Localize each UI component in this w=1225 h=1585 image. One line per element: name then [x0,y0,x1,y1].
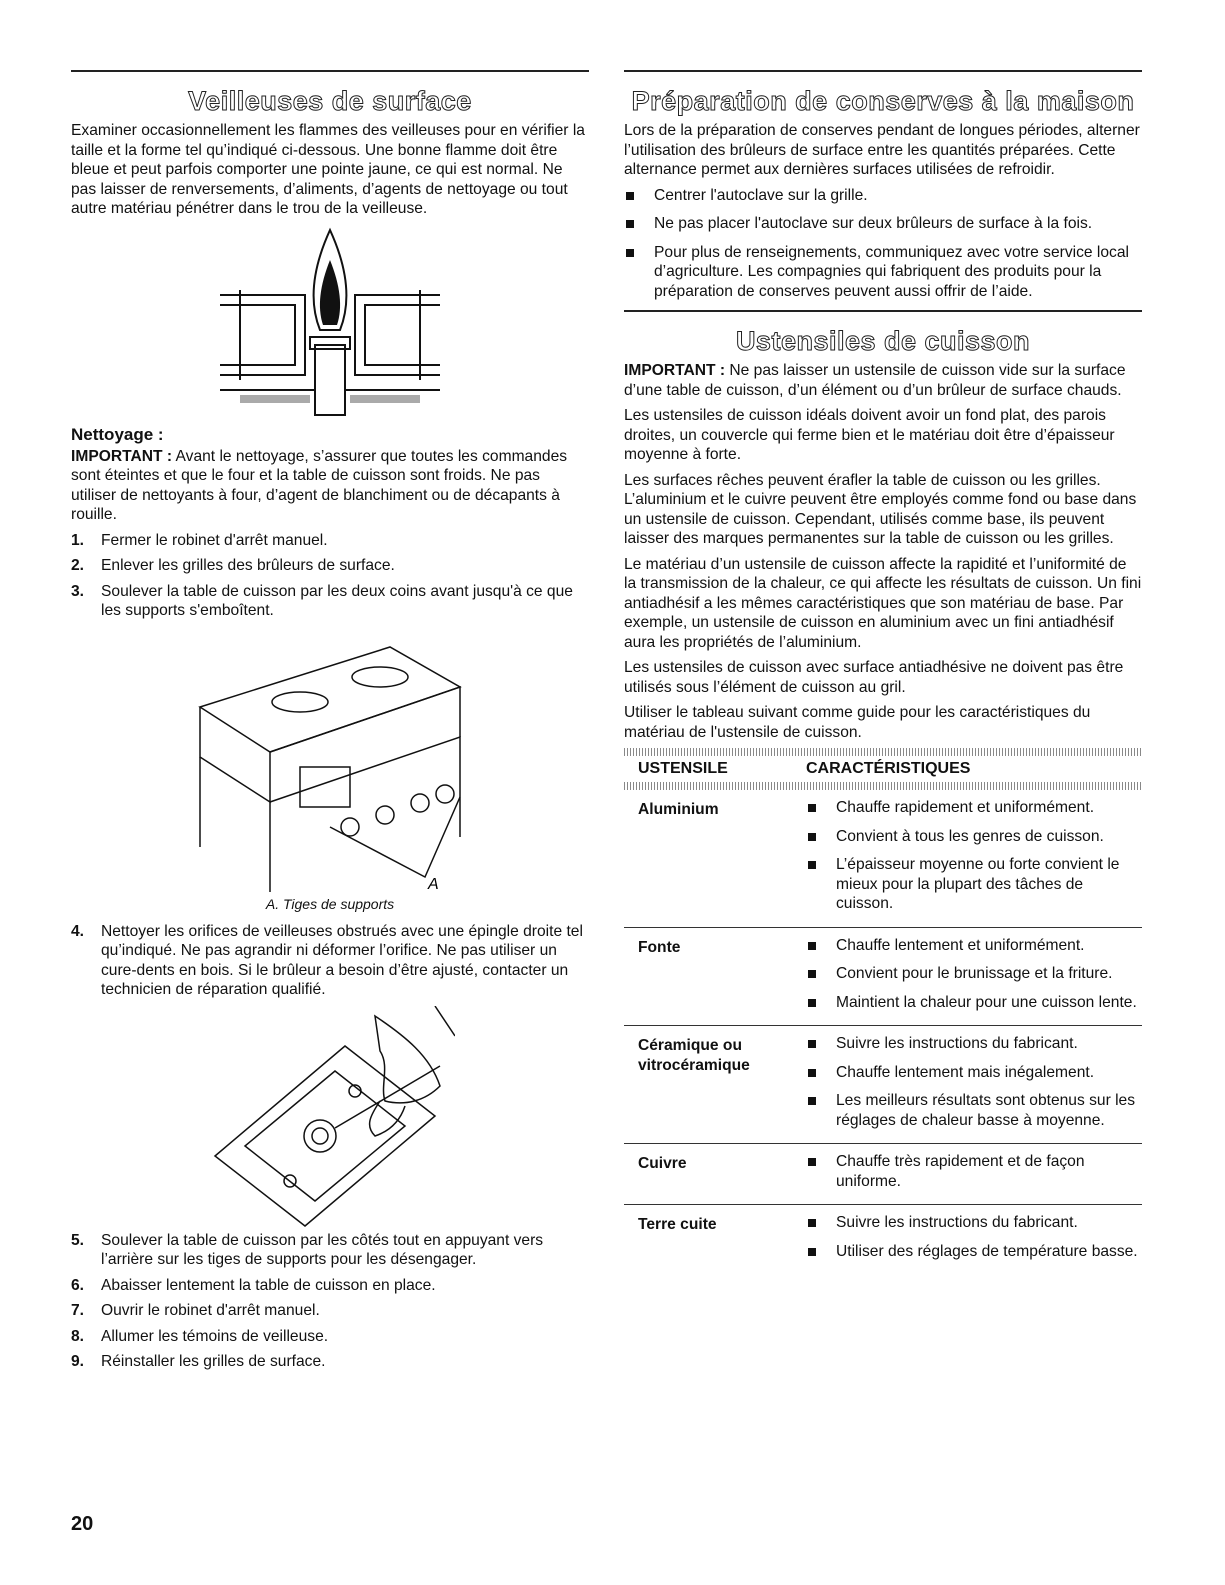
material-name: Aluminium [624,790,806,927]
important-label: IMPORTANT : [71,447,173,465]
cookware-paragraph: Utiliser le tableau suivant comme guide pour les caractéristiques du matériau de l'ustensile de cuisson. [624,704,1091,741]
cookware-paragraph: Les ustensiles de cuisson idéals doivent avoir un fond plat, des parois droites, un couvercle qui ferme bien et le matériau doit être d’épaisseur moyenne à forte. [624,407,1115,463]
left-column [71,70,589,1378]
step-text: Enlever les grilles des brûleurs de surface. [101,557,395,574]
bullet-text: L’épaisseur moyenne ou forte convient le mieux pour la plupart des tâches de cuisson. [836,856,1120,912]
cookware-important [624,361,1142,400]
step-item [71,582,589,621]
section-heading-pilots: Veilleuses de surface [188,86,472,116]
material-name: Céramique ou vitrocéramique [624,1026,806,1144]
steps-list-b [71,922,589,1000]
bullet-item [806,1242,1142,1262]
bullet-text: Convient pour le brunissage et la friture. [836,965,1113,982]
bullet-item [806,1034,1142,1054]
section-heading-canning: Préparation de conserves à la maison [631,86,1135,116]
cookware-paragraph: Les ustensiles de cuisson avec surface antiadhésive ne doivent pas être utilisés sous l’élément de cuisson au gril. [624,659,1124,696]
bullet-text: Suivre les instructions du fabricant. [836,1035,1078,1052]
cleaning-important [71,447,589,525]
step-text: Ouvrir le robinet d'arrêt manuel. [101,1302,320,1319]
bullet-item [806,827,1142,847]
step-item [71,1276,589,1296]
step-item [71,531,589,551]
bullet-item [806,936,1142,956]
bullet-item [806,964,1142,984]
bullet-text: Convient à tous les genres de cuisson. [836,827,1104,845]
square-bullet-icon [626,192,634,200]
bullet-item [806,1091,1142,1130]
important-text: Ne pas laisser un ustensile de cuisson vide sur la surface d’une table de cuisson, d’un élément ou d’un brûleur de surface chauds. [624,362,1126,399]
bullet-text: Chauffe lentement et uniformément. [836,936,1085,954]
table-header: CARACTÉRISTIQUES [806,760,971,777]
pin-cleaning-diagram [205,1006,455,1231]
square-bullet-icon [808,999,816,1007]
bullet-item [624,214,1142,234]
section-rule [624,310,1142,312]
pilot-flame-diagram [210,225,450,425]
pilots-intro: Examiner occasionnellement les flammes des veilleuses pour en vérifier la taille et la forme tel qu’indiqué ci-dessous. Une bonne flamme doit être bleue et peut parfois comporter une pointe jaune, ce qui est normal. Ne pas laisser de renversements, d’aliments, d’agents de nettoyage ou tout autre matériau pénétrer dans le trou de la veilleuse. [71,122,585,217]
step-number: 7. [71,1302,85,1319]
step-text: Allumer les témoins de veilleuse. [101,1327,329,1345]
cookware-table [624,756,1142,1274]
section-rule [71,70,589,72]
material-name: Terre cuite [638,1216,717,1233]
square-bullet-icon [808,1248,816,1256]
canning-bullets [624,186,1142,302]
bullet-item [806,993,1142,1013]
canning-intro: Lors de la préparation de conserves pendant de longues périodes, alterner l’utilisation des brûleurs de surface entre les quantités préparées. Cette alternance permet aux dernières surfaces utilisées de refroidir. [624,122,1140,178]
table-row [624,927,1142,1026]
step-number: 6. [71,1276,85,1294]
step-number: 8. [71,1327,85,1345]
square-bullet-icon [808,833,816,841]
material-name: Cuivre [624,1144,806,1205]
square-bullet-icon [808,861,816,869]
bullet-item [624,186,1142,206]
cookware-paragraph: Les surfaces rêches peuvent érafler la table de cuisson ou les grilles. L’aluminium et le cuivre peuvent être employés comme fond ou base dans un ustensile de cuisson. Cependant, utilisés comme base, ils peuvent laisser des marques permanentes sur la table de cuisson ou les grilles. [624,471,1137,547]
step-number: 1. [71,531,85,549]
square-bullet-icon [808,1219,816,1227]
table-row [624,1205,1142,1275]
step-text: Soulever la table de cuisson par les côtés tout en appuyant vers l’arrière sur les tiges de supports pour les désengager. [101,1231,544,1268]
bullet-text: Chauffe très rapidement et de façon uniforme. [836,1153,1085,1190]
step-text: Réinstaller les grilles de surface. [101,1353,326,1370]
bullet-text: Les meilleurs résultats sont obtenus sur les réglages de chaleur basse à moyenne. [836,1092,1136,1129]
square-bullet-icon [808,1097,816,1105]
square-bullet-icon [808,1069,816,1077]
figure-caption: A. Tiges de supports [265,895,395,912]
step-text: Fermer le robinet d'arrêt manuel. [101,531,328,549]
square-bullet-icon [808,970,816,978]
material-name: Fonte [624,927,806,1026]
step-text: Abaisser lentement la table de cuisson en place. [101,1276,436,1294]
table-row [624,1026,1142,1144]
square-bullet-icon [808,804,816,812]
bullet-text: Chauffe lentement mais inégalement. [836,1063,1095,1081]
table-hatch-rule [624,748,1142,756]
table-header-row [624,756,1142,782]
table-row [624,1144,1142,1205]
step-item [71,922,589,1000]
step-number: 9. [71,1353,85,1370]
bullet-text: Pour plus de renseignements, communiquez avec votre service local d’agriculture. Les compagnies qui fabriquent des produits pour la préparation de conserves peuvent aussi offrir de l’aide. [654,243,1129,300]
step-number: 4. [71,922,85,940]
bullet-item [806,1152,1142,1191]
step-number: 5. [71,1231,85,1249]
bullet-item [806,1213,1142,1233]
table-hatch-rule [624,782,1142,790]
step-text: Nettoyer les orifices de veilleuses obstrués avec une épingle droite tel qu’indiqué. Ne pas agrandir ni déformer l’orifice. Ne pas utiliser un cure-dents en bois. Si le brûleur a besoin d’être ajusté, contacter un technicien de réparation qualifié. [101,922,583,998]
step-item [71,1327,589,1347]
bullet-item [806,798,1142,818]
bullet-text: Utiliser des réglages de température basse. [836,1242,1138,1260]
important-label: IMPORTANT : [624,362,726,379]
bullet-text: Suivre les instructions du fabricant. [836,1214,1078,1231]
bullet-item [806,1063,1142,1083]
right-column [624,70,1142,1274]
bullet-item [624,243,1142,302]
step-item [71,1301,589,1321]
cooktop-lift-diagram [180,627,480,892]
step-item [71,1231,589,1270]
square-bullet-icon [808,1158,816,1166]
table-header: USTENSILE [638,760,728,777]
step-item [71,556,589,576]
step-item [71,1352,589,1372]
steps-list-c [71,1231,589,1372]
steps-list-a [71,531,589,621]
square-bullet-icon [626,220,634,228]
square-bullet-icon [626,249,634,257]
step-number: 3. [71,582,85,600]
bullet-text: Chauffe rapidement et uniformément. [836,799,1095,816]
figure-label-a: A [428,875,439,892]
bullet-text: Ne pas placer l'autoclave sur deux brûleurs de surface à la fois. [654,215,1093,232]
bullet-text: Centrer l'autoclave sur la grille. [654,186,868,204]
square-bullet-icon [808,942,816,950]
square-bullet-icon [808,1040,816,1048]
section-heading-cookware: Ustensiles de cuisson [735,326,1031,356]
important-text: Avant le nettoyage, s’assurer que toutes les commandes sont éteintes et que le four et la table de cuisson sont froids. Ne pas utiliser de nettoyants à four, d’agent de blanchiment ou de décapants à rouille. [71,447,568,523]
table-row [624,790,1142,927]
cleaning-heading: Nettoyage : [71,424,164,444]
bullet-item [806,855,1142,914]
cookware-paragraph: Le matériau d’un ustensile de cuisson affecte la rapidité et l’uniformité de la transmission de la chaleur, ce qui affecte les résultats de cuisson. Un fini antiadhésif a les mêmes caractéristiques que son matériau de base. Par exemple, un ustensile de cuisson en aluminium avec un fini antiadhésif aura les propriétés de l’aluminium. [624,555,1142,651]
bullet-text: Maintient la chaleur pour une cuisson lente. [836,993,1137,1011]
step-number: 2. [71,557,85,574]
section-rule [624,70,1142,72]
page-number: 20 [71,1513,94,1535]
step-text: Soulever la table de cuisson par les deux coins avant jusqu'à ce que les supports s'emboîtent. [101,582,573,619]
